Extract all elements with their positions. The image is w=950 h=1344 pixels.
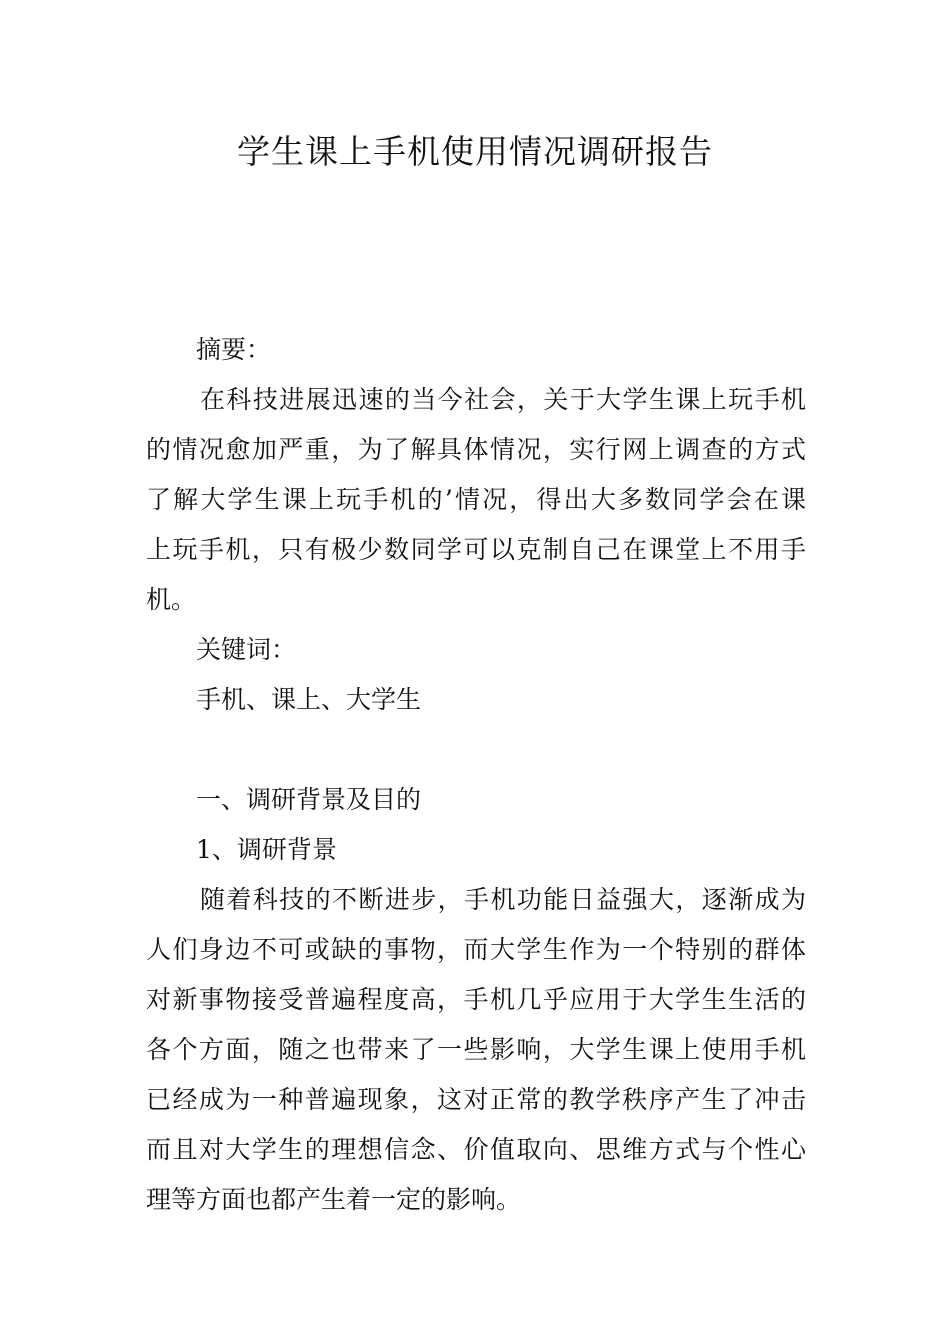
section-heading: 一、调研背景及目的 bbox=[196, 785, 422, 814]
background-line: 理等方面也都产生着一定的影响。 bbox=[146, 1185, 522, 1214]
keywords-value: 手机、课上、大学生 bbox=[196, 685, 422, 714]
background-line: 对新事物接受普遍程度高，手机几乎应用于大学生生活的 bbox=[146, 985, 806, 1014]
spacer bbox=[146, 725, 806, 775]
abstract-line: 机。 bbox=[146, 585, 197, 614]
abstract-line: 了解大学生课上玩手机的’情况，得出大多数同学会在课 bbox=[146, 485, 806, 514]
keywords-heading: 关键词： bbox=[196, 635, 297, 664]
subsection-heading: 1、调研背景 bbox=[196, 835, 337, 864]
abstract-heading: 摘要： bbox=[196, 335, 272, 364]
background-line: 人们身边不可或缺的事物，而大学生作为一个特别的群体 bbox=[146, 935, 806, 964]
background-line: 随着科技的不断进步，手机功能日益强大，逐渐成为 bbox=[200, 885, 806, 914]
abstract-line: 上玩手机，只有极少数同学可以克制自己在课堂上不用手 bbox=[146, 535, 806, 564]
background-line: 而且对大学生的理想信念、价值取向、思维方式与个性心 bbox=[146, 1135, 806, 1164]
document-body bbox=[146, 325, 806, 1225]
background-line: 已经成为一种普遍现象，这对正常的教学秩序产生了冲击 bbox=[146, 1085, 806, 1114]
background-line: 各个方面，随之也带来了一些影响，大学生课上使用手机 bbox=[146, 1035, 806, 1064]
document-title: 学生课上手机使用情况调研报告 bbox=[237, 132, 713, 171]
abstract-line: 的情况愈加严重，为了解具体情况，实行网上调查的方式 bbox=[146, 435, 806, 464]
abstract-line: 在科技进展迅速的当今社会，关于大学生课上玩手机 bbox=[200, 385, 806, 414]
